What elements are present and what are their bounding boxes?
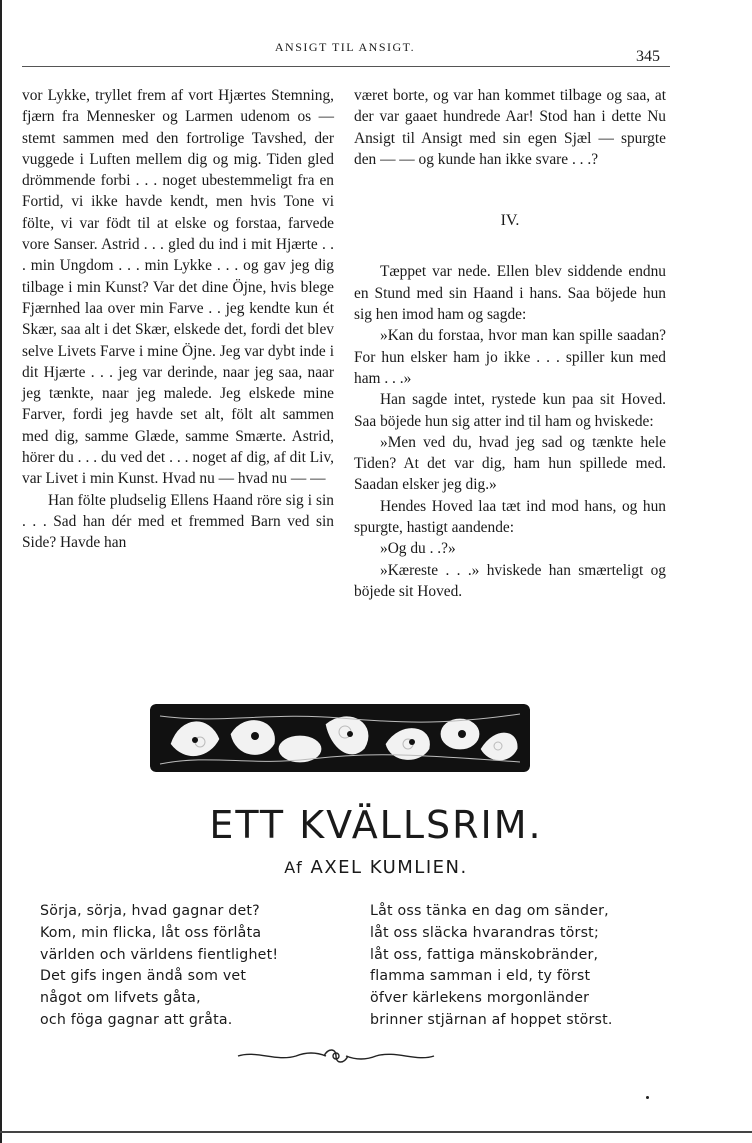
poem-author: AXEL KUMLIEN. — [310, 857, 468, 878]
paragraph: Han fölte pludselig Ellens Haand röre sig i sin . . . Sad han dér med et fremmed Barn ved sin Side? Havde han — [22, 491, 334, 552]
poem-line: brinner stjärnan af hoppet störst. — [370, 1011, 613, 1028]
poem-line: Det gifs ingen ändå som vet — [40, 968, 247, 985]
poem-line: något om lifvets gåta, — [40, 990, 201, 1007]
paragraph: Hendes Hoved laa tæt ind mod hans, og hun spurgte, hastigt aandende: — [354, 497, 666, 537]
byline-prefix: Af — [284, 858, 304, 877]
paragraph: været borte, og var han kommet tilbage og saa, at der var gaaet hundrede Aar! Stod han i dette Nu Ansigt til Ansigt med sin egen Sjæl — spurgte den — — og kunde han ikke svare . . .? — [354, 87, 666, 168]
end-flourish-icon — [236, 1046, 436, 1066]
stray-mark — [646, 1096, 649, 1099]
poem-title: ETT KVÄLLSRIM. — [209, 803, 543, 847]
paragraph: »Og du . .?» — [380, 540, 456, 558]
poem-line: Sörja, sörja, hvad gagnar det? — [40, 903, 260, 919]
poem-line: Kom, min flicka, låt oss förlåta — [40, 924, 262, 941]
page-edge-rule — [0, 0, 2, 1143]
left-text-column — [22, 85, 334, 554]
paragraph: »Kæreste . . .» hviskede han smærteligt og böjede sit Hoved. — [354, 561, 666, 600]
poem-stanza-left — [40, 901, 340, 1032]
poem-line: och föga gagnar att gråta. — [40, 1011, 233, 1028]
poem-line: Låt oss tänka en dag om sänder, — [370, 903, 609, 919]
bottom-rule — [0, 1131, 752, 1133]
paragraph: »Men ved du, hvad jeg sad og tænkte hele Tiden? At det var dig, ham hun spillede med. Saadan elsker jeg dig.» — [354, 433, 666, 494]
paragraph: »Kan du forstaa, hvor man kan spille saadan? For hun elsker ham jo ikke . . . spiller kun med ham . . .» — [354, 327, 666, 387]
poem-stanza-right — [370, 901, 670, 1032]
paragraph: Han sagde intet, rystede kun paa sit Hoved. Saa böjede hun sig atter ind til ham og hviskede: — [354, 391, 666, 430]
paragraph: Tæppet var nede. Ellen blev siddende endnu en Stund med sin Haand i hans. Saa böjede hun sig hen imod ham og sagde: — [354, 263, 666, 324]
running-header: ANSIGT TIL ANSIGT. — [274, 40, 416, 54]
floral-vignette-icon — [150, 704, 530, 772]
right-text-column — [354, 85, 666, 602]
poem-line: öfver kärlekens morgonländer — [370, 990, 590, 1007]
poem-byline — [0, 857, 752, 878]
poem-line: låt oss släcka hvarandras törst; — [370, 924, 599, 941]
page-number: 345 — [636, 48, 660, 65]
section-number: IV. — [500, 212, 520, 230]
header-divider — [22, 66, 670, 67]
poem-line: flamma samman i eld, ty först — [370, 968, 591, 985]
poem-line: världen och världens fientlighet! — [40, 946, 279, 963]
poem-line: låt oss, fattiga mänskobränder, — [370, 946, 599, 963]
paragraph: vor Lykke, tryllet frem af vort Hjærtes Stemning, fjærn fra Mennesker og Larmen udenom os — stemt sammen med den fortrolige Tavshed, der vuggede i Luften mellem dig og mig. Tiden gled drömmende forbi . . . noget ubestemmeligt fra en Fortid, vi ikke havde kendt, men hvis Tone vi fölte, vi var födt til at elske og forstaa, farvede vore Sanser. Astrid . . . gled du ind i mit Hjærte . . . min Ungdom . . . min Lykke . . . og gav jeg dig tilbage i min Kunst? Var det dine Öjne, hvis blege Fjærnhed laa over min Farve . . jeg kendte kun ét Skær, saa alt i det Skær, elskede det, fordi det blev selve Livets Farve i mine Öjne. Jeg var dybt inde i dit Hjærte . . . jeg var derinde, naar jeg saa, naar jeg tænkte, naar jeg malede. Jeg elskede mine Farver, fordi jeg havde set alt, fölt alt sammen med dig, samme Glæde, samme Smærte. Astrid, hörer du . . . du ved det . . . noget af dig, af dit Liv, var Livet i min Kunst. Hvad nu — hvad nu — — — [22, 87, 334, 488]
